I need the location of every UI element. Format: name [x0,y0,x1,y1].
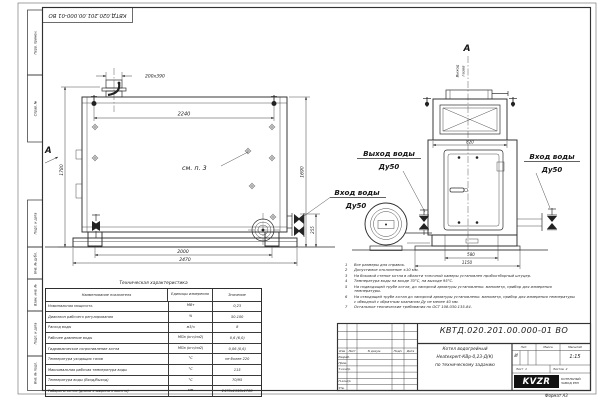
format-note: Формат А3 [545,392,568,398]
water-inlet-right-label: Вход воды [529,152,575,161]
doc-number: КВТД.020.201.00.000-01 ВО [439,325,569,335]
pipe-labels [297,149,580,221]
frame-label-perv-primen: Перв. примен. [33,30,38,55]
kvzr-logo: KVZR [514,375,559,388]
table-row: Температура воды (Вход/Выход) °С 70/95 [46,375,261,386]
role-razrab: Разраб. [338,354,350,359]
view-arrow-letter: А [45,146,52,156]
logo-subtitle: КОТЕЛЬНЫЙ ЗАВОД РЭП [561,376,581,385]
section-letter: А [463,44,471,54]
side-view [44,68,335,247]
col-list: Лист [348,349,356,353]
litera-value: И [514,354,518,359]
col-ndokum: N докум. [367,349,382,353]
frame-label-inv-dubl: Инв. № дубл. [33,252,38,274]
list-item: 2 Допустимое отклонение ±10 мм. [345,268,419,273]
role-prov: Пров. [338,360,347,365]
dim-chimney: 200х390 [145,74,165,80]
frame-label-podp-data-1: Подп. и дата [33,212,38,235]
role-tkontr: Т.контр. [338,367,352,371]
tech-header-units: Единицы измерения [168,289,213,301]
notes-list [345,263,578,310]
dim-boiler-height: 1780 [60,164,65,176]
frame-label-inv-podl: Инв. № подл. [33,362,38,384]
dim-overall-width: 1150 [461,260,473,265]
role-utv: Утв. [338,385,345,390]
list-item: 4 Температура воды на входе 70°С, на выходе 95°С. [345,279,454,284]
table-row: Номинальная мощность МВт 0,23 [46,301,261,312]
list-item: 7 Остальные технические требования по ОСТ 108.030.135-84. [345,305,472,309]
dim-overall-length: 2470 [179,258,191,263]
chimney [102,68,126,112]
section-outlet-stub [419,209,429,235]
list-item: 1 Все размеры для справок. [345,263,406,267]
water-inlet-stubs [287,213,304,237]
drain-valve [92,214,100,238]
role-nkontr: Н.контр. [338,379,352,384]
col-podp: Подп. [393,349,403,353]
tech-header-name: Наименование показателя [46,289,168,301]
frame-label-podp-data-2: Подп. и дата [33,322,38,345]
section-lug-left [423,97,431,107]
frame-label-sprav: Справ. № [33,100,38,117]
lifting-lug-left [91,95,97,106]
table-row: Гидравлическое сопротивление котла МПа (кгс/см2) 0,06 (0,6) [46,343,261,354]
lifting-lug-right [271,95,277,106]
tech-table-title: Техническая характеристика [119,281,188,286]
dim-frame-width: 580 [467,252,475,257]
frame-label-vzam-inv: Взам. инв. № [33,284,38,306]
product-name [418,346,512,370]
scale-header: Масштаб [568,344,582,349]
water-inlet-left-label: Вход воды [334,188,380,197]
list-item: 3 На боковой стенке котла в области топочной камеры установлен пробоотборный штуцер. [345,273,532,278]
table-row: Рабочее давление воды МПа (кгс/см2) 0,6 (6,0) [46,332,261,343]
table-row: Габариты котла (длина х ширина х высота) мм 2470х1150х1780 [46,385,261,396]
water-outlet-label: Выход воды [363,149,415,158]
water-outlet-dn: Ду50 [378,163,400,171]
table-row: Температура уходящих газов °С не более 220 [46,353,261,364]
dim-body-height: 1690 [300,166,306,178]
tech-table [45,281,262,397]
section-inlet-stub [517,208,557,231]
tech-header-value: Значение [228,292,246,297]
list-item: 5 На подводящей трубе котла, до запорной арматуры установлены: манометр, прибор для измерения температуры. [345,284,552,294]
section-lug-right [509,97,517,107]
dimensions [58,72,520,269]
crosshair-marks [92,124,276,220]
dim-frame-length: 2000 [177,250,189,255]
scale-value: 1:15 [569,354,581,360]
table-row: Расход воды м3/ч 8 [46,322,261,333]
dim-top-width: 820 [466,139,474,145]
base-frame [45,232,335,247]
product-name-line1: Котел водогрейный [442,347,488,352]
product-name-line3: по техническому заданию [435,363,495,369]
sheets-label: Листов 2 [553,366,568,371]
table-row: Максимальная рабочая температура воды °С 115 [46,364,261,375]
water-inlet-right-dn: Ду50 [541,166,563,174]
product-name-line2: Heatexpert-КВр-0,23-Д(К) [436,355,494,361]
gas-outlet-label-2: газов [460,65,466,77]
see-note-label: см. п. 3 [182,164,207,172]
table-row: Диапазон рабочего регулирования % 50-100 [46,311,261,322]
dim-inlet-height: 255 [310,226,315,234]
col-data: Дата [406,349,415,353]
tech-table-header-row [46,289,261,301]
gas-outlet-label-1: Выход [454,64,460,78]
sheet-label: Лист 1 [516,366,528,371]
lit-header: Лит. [520,344,528,349]
water-inlet-left-dn: Ду50 [345,202,367,210]
top-stamp-number: КВТД.020.201.00.000-01 ВО [48,12,127,18]
dim-lug-span: 2240 [177,111,191,118]
list-item: 6 На отводящей трубе котла до запорной арматуры установлены: манометр, прибор для измерения температуры с обводной с обратным клапаном Ду не менее 40 мм. [345,294,575,304]
col-izm: Изм [339,349,346,353]
door-handle [450,188,464,192]
mass-header: Масса [543,344,553,349]
